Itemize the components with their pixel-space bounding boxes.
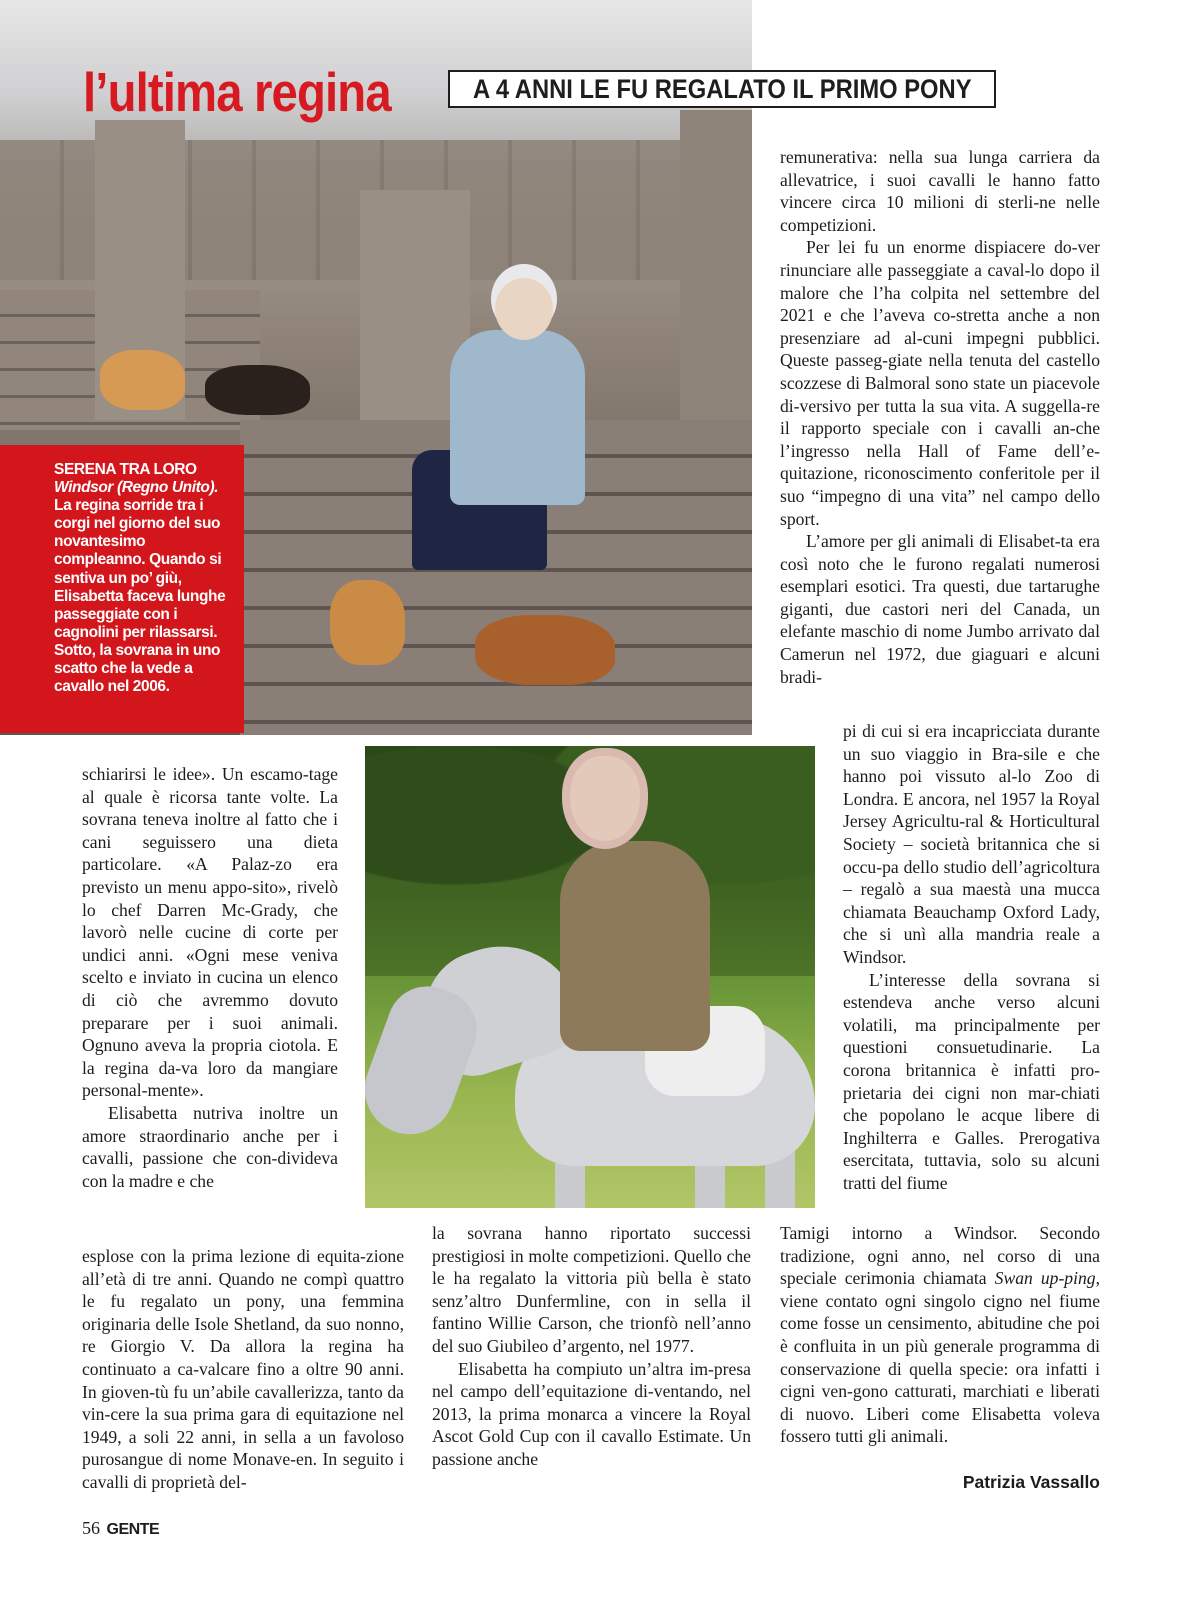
paragraph: remunerativa: nella sua lunga carriera da allevatrice, i suoi cavalli le hanno fatto vincere circa 10 milioni di sterli-ne nelle competizioni. [780,147,1100,235]
paragraph: Elisabetta nutriva inoltre un amore straordinario anche per i cavalli, passione che con-divideva con la madre e che [82,1102,338,1191]
magazine-name: GENTE [106,1521,160,1538]
paragraph: pi di cui si era incapricciata durante un suo viaggio in Bra-sile e che hanno poi vissuto al-lo Zoo di Londra. E ancora, nel 1957 la Royal Jersey Agricultu-ral & Horticultural Society – società britannica che si occu-pa dello studio dell’agricoltura – regalò a sua maestà una mucca chiamata Beauchamp Oxford Lady, che si unì alla mandria reale a Windsor. [843,721,1100,967]
paragraph: L’interesse della sovrana si estendeva anche verso alcuni volatili, ma principalmente per questioni consuetudinarie. La corona britannica è infatti pro-prietaria dei cigni non mar-chiati che popolano le acque libere di Inghilterra e Galles. Prerogativa esercitata, tuttavia, solo su alcuni tratti del fiume [843,969,1100,1193]
text-run: Tamigi intorno a Windsor. Secondo tradizione, ogni anno, nel corso di una speciale cerimonia chiamata [780,1223,1100,1289]
body-column-left-top [82,763,338,1192]
author-signature: Patrizia Vassallo [962,1472,1100,1492]
paragraph: esplose con la prima lezione di equita-zione all’età di tre anni. Quando ne compì quattro le fu regalato un pony, una femmina originaria delle Isole Shetland, da suo nonno, re Giorgio V. Da allora la regina ha continuato a ca-valcare fino a oltre 90 anni. In gioven-tù fu un’abile cavallerizza, tanto da vin-cere la sua prima gara di equitazione nel 1949, a soli 22 anni, in sella a un favoloso purosangue di nome Monave-en. In seguito i cavalli di proprietà del- [82,1246,404,1492]
body-column-middle [432,1222,751,1471]
body-column-right-middle [843,720,1100,1194]
body-column-right-bottom [780,1222,1100,1448]
body-column-left-bottom [82,1245,404,1494]
page-number: 56 [82,1518,100,1538]
text-run-italic: Swan up-ping [994,1268,1096,1289]
paragraph: Per lei fu un enorme dispiacere do-ver rinunciare alle passeggiate a caval-lo dopo il malore che l’ha colpita nel settembre del 2021 e che l’aveva co-stretta anche a non presenziare ad al-cuni impegni pubblici. Queste passeg-giate nella tenuta del castello scozzese di Balmoral sono state un piacevole di-versivo per tutta la sua vita. A suggella-re il rapporto speciale con i cavalli an-che l’ingresso nella Hall of Fame dell’e-quitazione, riconoscimento conferitole per il suo “impegno di una vita” nel campo dello sport. [780,237,1100,529]
caption-title: SERENA TRA LORO [54,461,197,478]
text-run: , viene contato ogni singolo cigno nel fiume come fosse un censimento, abitudine che poi è confluita in un più generale programma di conservazione di quella specie: ora infatti i cigni ven-gono catturati, marchiati e liberati di nuovo. Liberi come Elisabetta voleva fossero tutti gli animali. [780,1268,1100,1447]
subtitle-box [448,70,996,108]
article-subtitle: A 4 ANNI LE FU REGALATO IL PRIMO PONY [472,73,972,104]
body-column-right-top [780,146,1100,688]
article-title: l’ultima regina [83,61,391,123]
paragraph: Elisabetta ha compiuto un’altra im-presa nel campo dell’equitazione di-ventando, nel 2013, la prima monarca a vincere la Royal Ascot Gold Cup con il cavallo Estimate. Un passione anche [432,1358,751,1469]
paragraph: schiarirsi le idee». Un escamo-tage al quale è ricorsa tante volte. La sovrana teneva inoltre al fatto che i cani seguissero una dieta particolare. «A Palaz-zo era previsto un menu appo-sito», rivelò lo chef Darren Mc-Grady, che lavorò nelle cucine di corte per undici anni. «Ogni mese veniva scelto e inviato in cucina un elenco di ciò che avremmo dovuto preparare per i suoi animali. Ognuno aveva la propria ciotola. E la regina da-va loro da mangiare personal-mente». [82,764,338,1101]
photo-queen-on-horse [365,746,815,1208]
caption-text: La regina sorride tra i corgi nel giorno del suo novantesimo compleanno. Quando si sentiva un po’ giù, Elisabetta faceva lunghe passeggiate con i cagnolini per rilassarsi. Sotto, la sovrana in uno scatto che la vede a cavallo nel 2006. [54,497,226,696]
paragraph: la sovrana hanno riportato successi prestigiosi in molte competizioni. Quello che le ha regalato la vittoria più bella è stato senz’altro Dunfermline, con in sella il fantino Willie Carson, che trionfò nell’anno del suo Giubileo d’argento, nel 1977. [432,1223,751,1356]
paragraph: L’amore per gli animali di Elisabet-ta era così noto che le furono regalati numerosi esemplari esotici. Tra questi, due tartarughe giganti, due castori neri del Canada, un elefante maschio di nome Jumbo arrivato dal Camerun nel 1972, due giaguari e alcuni bradi- [780,531,1100,687]
page-folio [82,1518,159,1539]
photo-caption [0,445,244,733]
paragraph [780,1222,1100,1448]
caption-place: Windsor (Regno Unito). [54,479,219,497]
